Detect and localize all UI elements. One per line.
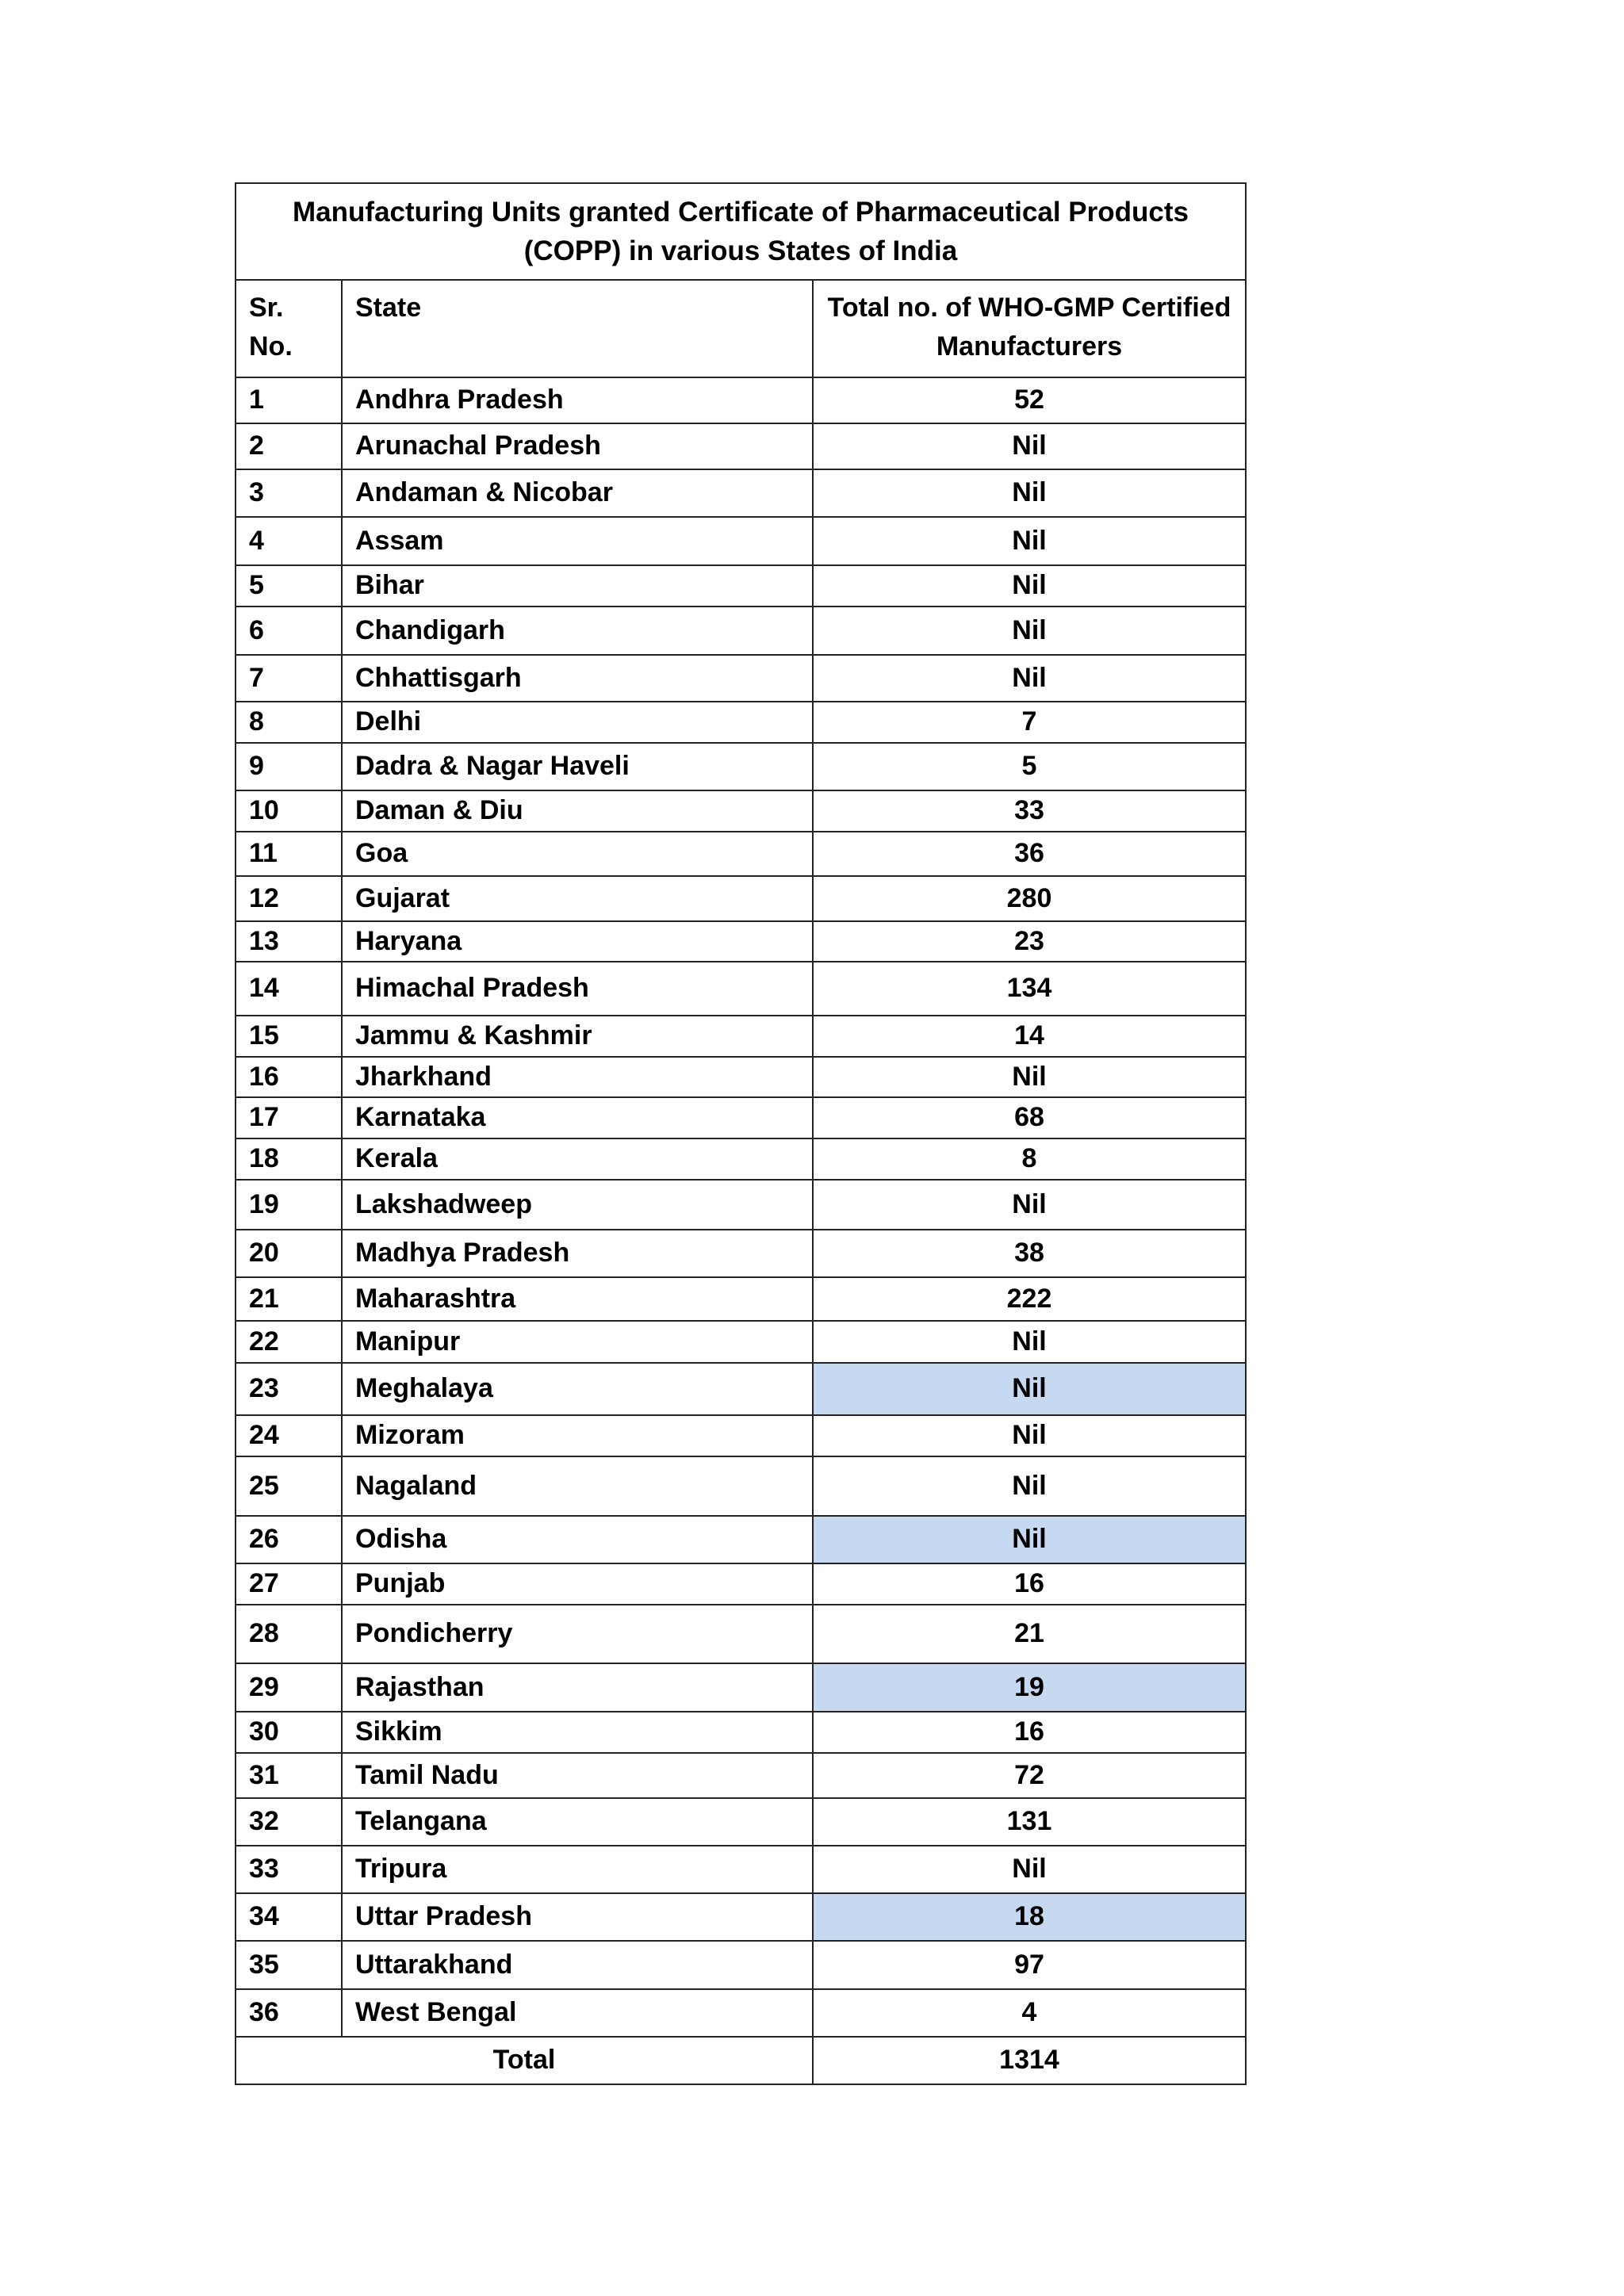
cell-sr-no: 3 [236,469,342,517]
cell-count: 72 [813,1753,1246,1798]
total-label: Total [236,2037,813,2084]
cell-count: 16 [813,1712,1246,1753]
total-value: 1314 [813,2037,1246,2084]
cell-count: 280 [813,876,1246,921]
cell-sr-no: 21 [236,1277,342,1321]
cell-count: Nil [813,1363,1246,1415]
cell-sr-no: 14 [236,962,342,1016]
cell-count: 23 [813,921,1246,962]
cell-count: Nil [813,1057,1246,1097]
table-row [236,743,1246,790]
cell-sr-no: 25 [236,1456,342,1516]
cell-count: Nil [813,1415,1246,1456]
table-row [236,1712,1246,1753]
cell-count: Nil [813,423,1246,469]
cell-sr-no: 33 [236,1846,342,1893]
cell-sr-no: 22 [236,1321,342,1363]
cell-count: Nil [813,655,1246,702]
table-row [236,1516,1246,1563]
cell-sr-no: 13 [236,921,342,962]
cell-state: Madhya Pradesh [342,1230,813,1277]
header-count: Total no. of WHO-GMP Certified Manufacturers [813,280,1246,377]
cell-count: 33 [813,790,1246,832]
cell-count: 19 [813,1663,1246,1712]
table-row [236,1230,1246,1277]
cell-state: Karnataka [342,1097,813,1138]
cell-count: Nil [813,1846,1246,1893]
cell-count: 36 [813,832,1246,876]
table-row [236,517,1246,565]
cell-sr-no: 8 [236,702,342,743]
cell-state: Manipur [342,1321,813,1363]
copp-table [235,182,1247,2085]
cell-count: 222 [813,1277,1246,1321]
cell-count: 134 [813,962,1246,1016]
cell-count: Nil [813,1456,1246,1516]
cell-sr-no: 36 [236,1989,342,2037]
header-sr-no: Sr. No. [236,280,342,377]
cell-count: Nil [813,1180,1246,1230]
cell-count: 131 [813,1798,1246,1846]
cell-sr-no: 12 [236,876,342,921]
table-row [236,1563,1246,1605]
cell-count: 7 [813,702,1246,743]
table-row [236,655,1246,702]
cell-state: West Bengal [342,1989,813,2037]
cell-state: Delhi [342,702,813,743]
table-row [236,1798,1246,1846]
cell-state: Uttarakhand [342,1941,813,1989]
cell-sr-no: 27 [236,1563,342,1605]
table-row [236,702,1246,743]
total-row [236,2037,1246,2084]
cell-sr-no: 10 [236,790,342,832]
title-row [236,183,1246,280]
table-row [236,1363,1246,1415]
table-row [236,832,1246,876]
cell-sr-no: 18 [236,1138,342,1180]
cell-state: Tamil Nadu [342,1753,813,1798]
table-row [236,1138,1246,1180]
cell-count: Nil [813,1516,1246,1563]
cell-state: Dadra & Nagar Haveli [342,743,813,790]
table-title: Manufacturing Units granted Certificate of Pharmaceutical Products (COPP) in various States of India [236,183,1246,280]
table-row [236,1415,1246,1456]
cell-state: Jharkhand [342,1057,813,1097]
cell-sr-no: 2 [236,423,342,469]
cell-count: 97 [813,1941,1246,1989]
cell-sr-no: 34 [236,1893,342,1941]
table-row [236,377,1246,423]
cell-sr-no: 28 [236,1605,342,1663]
cell-sr-no: 26 [236,1516,342,1563]
cell-sr-no: 35 [236,1941,342,1989]
cell-state: Punjab [342,1563,813,1605]
cell-state: Odisha [342,1516,813,1563]
cell-sr-no: 4 [236,517,342,565]
cell-count: 38 [813,1230,1246,1277]
cell-state: Mizoram [342,1415,813,1456]
cell-sr-no: 16 [236,1057,342,1097]
cell-count: 16 [813,1563,1246,1605]
table-row [236,1989,1246,2037]
cell-state: Uttar Pradesh [342,1893,813,1941]
cell-sr-no: 24 [236,1415,342,1456]
cell-state: Meghalaya [342,1363,813,1415]
cell-count: 68 [813,1097,1246,1138]
table-body [236,183,1246,2084]
cell-sr-no: 15 [236,1016,342,1057]
cell-state: Nagaland [342,1456,813,1516]
cell-state: Jammu & Kashmir [342,1016,813,1057]
cell-sr-no: 17 [236,1097,342,1138]
header-state: State [342,280,813,377]
cell-sr-no: 30 [236,1712,342,1753]
cell-sr-no: 11 [236,832,342,876]
table-row [236,1097,1246,1138]
cell-count: 5 [813,743,1246,790]
cell-count: 4 [813,1989,1246,2037]
cell-state: Chandigarh [342,607,813,655]
cell-sr-no: 20 [236,1230,342,1277]
cell-state: Kerala [342,1138,813,1180]
cell-count: 8 [813,1138,1246,1180]
cell-count: Nil [813,469,1246,517]
cell-sr-no: 9 [236,743,342,790]
table-row [236,565,1246,607]
cell-count: Nil [813,1321,1246,1363]
table-row [236,1753,1246,1798]
cell-state: Pondicherry [342,1605,813,1663]
table-row [236,607,1246,655]
table-row [236,1016,1246,1057]
cell-state: Goa [342,832,813,876]
table-row [236,1605,1246,1663]
cell-count: Nil [813,607,1246,655]
cell-sr-no: 19 [236,1180,342,1230]
cell-sr-no: 31 [236,1753,342,1798]
cell-sr-no: 1 [236,377,342,423]
cell-state: Tripura [342,1846,813,1893]
table-row [236,790,1246,832]
table-row [236,1277,1246,1321]
table-row [236,1893,1246,1941]
table-row [236,1321,1246,1363]
cell-state: Sikkim [342,1712,813,1753]
cell-state: Himachal Pradesh [342,962,813,1016]
cell-state: Assam [342,517,813,565]
table-row [236,1456,1246,1516]
cell-state: Daman & Diu [342,790,813,832]
cell-state: Bihar [342,565,813,607]
cell-state: Arunachal Pradesh [342,423,813,469]
cell-sr-no: 29 [236,1663,342,1712]
cell-count: Nil [813,565,1246,607]
cell-state: Gujarat [342,876,813,921]
cell-count: 18 [813,1893,1246,1941]
table-row [236,469,1246,517]
cell-sr-no: 7 [236,655,342,702]
cell-state: Lakshadweep [342,1180,813,1230]
cell-state: Telangana [342,1798,813,1846]
table-row [236,876,1246,921]
cell-sr-no: 23 [236,1363,342,1415]
table-row [236,1180,1246,1230]
table-row [236,1846,1246,1893]
table-row [236,423,1246,469]
table-row [236,1941,1246,1989]
header-row [236,280,1246,377]
cell-count: 14 [813,1016,1246,1057]
cell-count: 21 [813,1605,1246,1663]
cell-state: Chhattisgarh [342,655,813,702]
cell-state: Andaman & Nicobar [342,469,813,517]
table-row [236,1663,1246,1712]
cell-state: Andhra Pradesh [342,377,813,423]
cell-sr-no: 32 [236,1798,342,1846]
table-row [236,962,1246,1016]
cell-state: Maharashtra [342,1277,813,1321]
cell-state: Rajasthan [342,1663,813,1712]
cell-sr-no: 6 [236,607,342,655]
cell-state: Haryana [342,921,813,962]
cell-count: 52 [813,377,1246,423]
table-row [236,1057,1246,1097]
cell-count: Nil [813,517,1246,565]
cell-sr-no: 5 [236,565,342,607]
table-row [236,921,1246,962]
